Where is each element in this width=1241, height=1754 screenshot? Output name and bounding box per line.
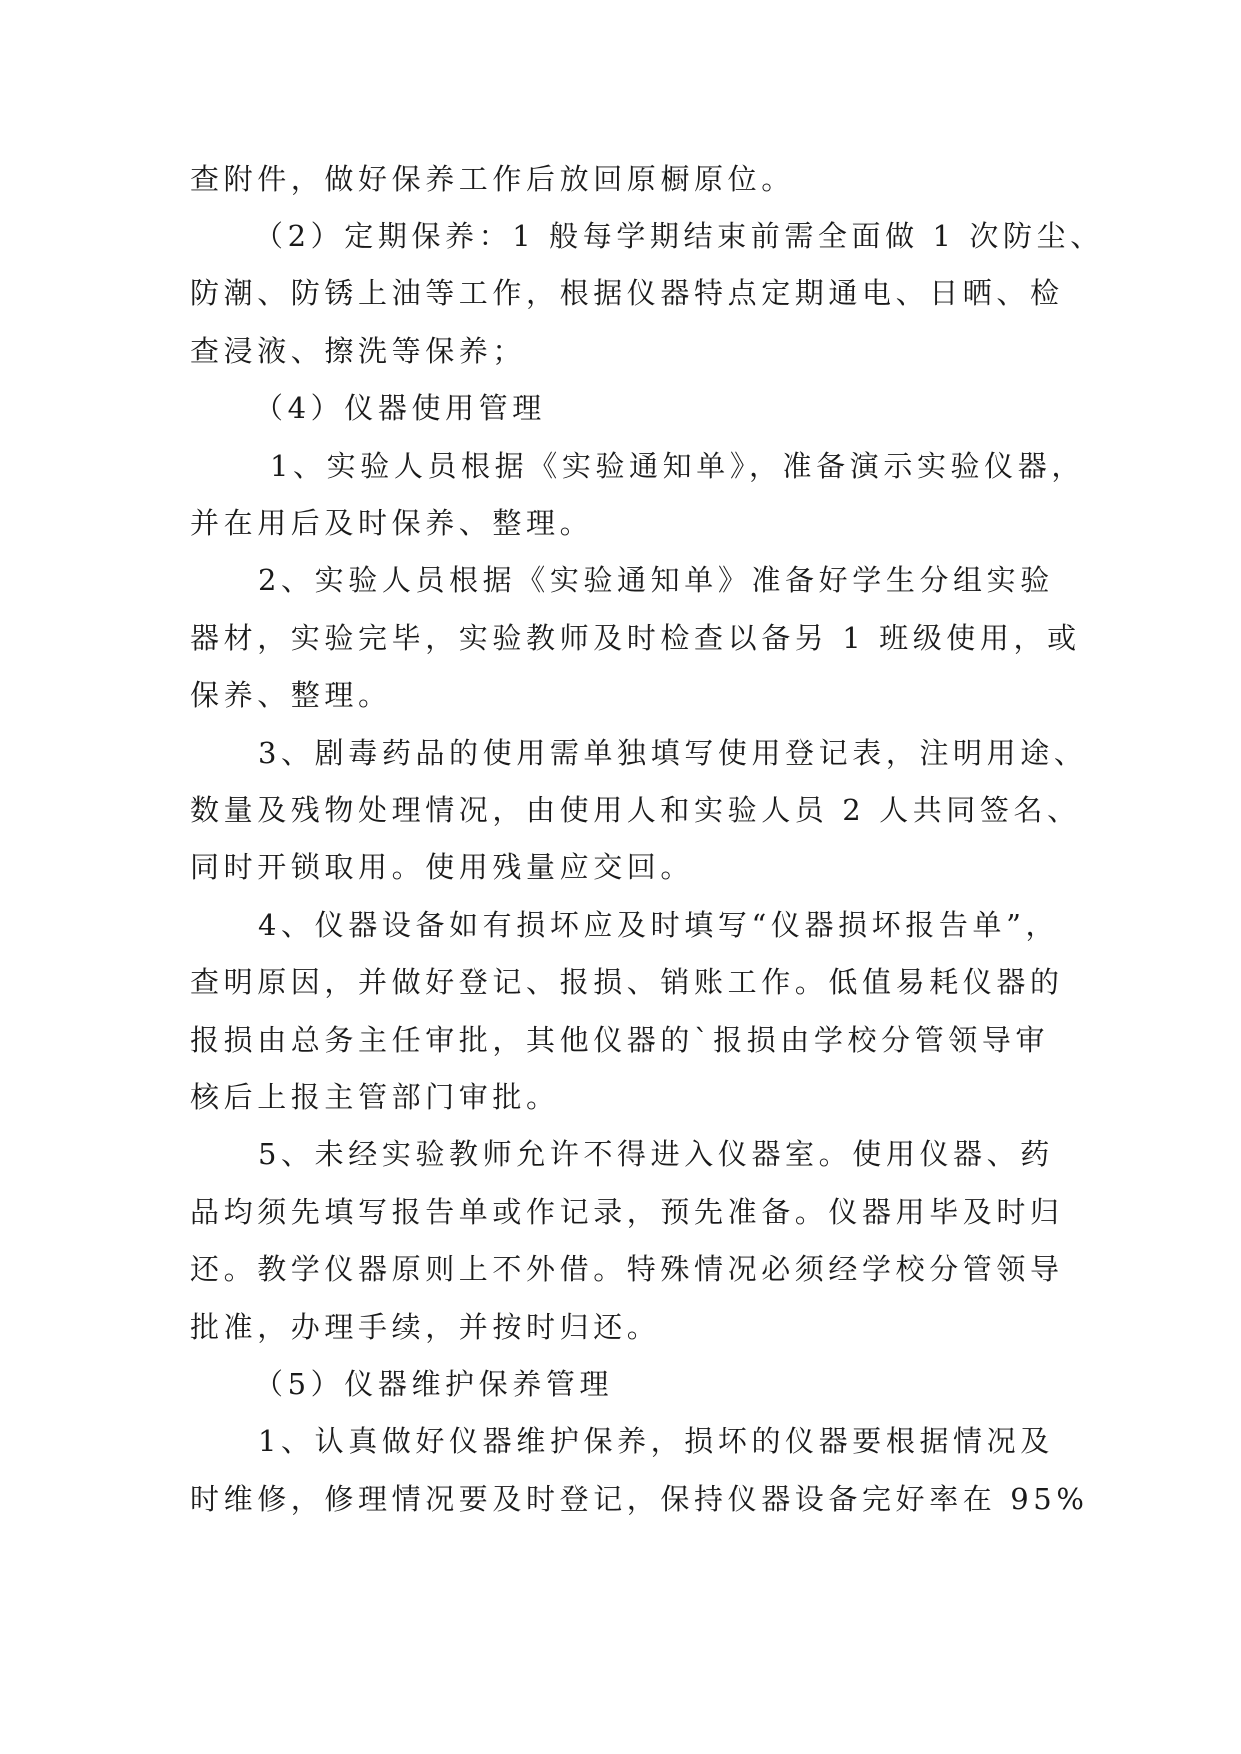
text-line: 5、未经实验教师允许不得进入仪器室。使用仪器、药 [258,1137,1054,1171]
text-line: 品均须先填写报告单或作记录，预先准备。仪器用毕及时归 [190,1195,1064,1229]
text-line: 2、实验人员根据《实验通知单》准备好学生分组实验 [258,563,1054,597]
text-line: 器材，实验完毕，实验教师及时检查以备另 1 班级使用，或 [190,621,1081,655]
section-heading: （5）仪器维护保养管理 [254,1367,614,1401]
text-line: 查明原因，并做好登记、报损、销账工作。低值易耗仪器的 [190,965,1064,999]
text-line: 批准，办理手续，并按时归还。 [190,1310,661,1344]
text-line: 保养、整理。 [190,678,392,712]
text-line: （2）定期保养：1 般每学期结束前需全面做 1 次防尘、 [254,219,1104,253]
text-line: 查浸液、擦洗等保养； [190,334,527,368]
text-line: 并在用后及时保养、整理。 [190,506,594,540]
text-line: 还。教学仪器原则上不外借。特殊情况必须经学校分管领导 [190,1252,1064,1286]
text-line: 1、认真做好仪器维护保养，损坏的仪器要根据情况及 [258,1424,1054,1458]
text-line: 报损由总务主任审批，其他仪器的`报损由学校分管领导审 [190,1023,1050,1057]
text-line: 1、实验人员根据《实验通知单》，准备演示实验仪器， [270,449,1085,483]
text-line: 核后上报主管部门审批。 [190,1080,560,1114]
text-line: 防潮、防锈上油等工作，根据仪器特点定期通电、日晒、检 [190,276,1064,310]
text-line: 时维修，修理情况要及时登记，保持仪器设备完好率在 95% [190,1482,1089,1516]
text-line: 查附件，做好保养工作后放回原橱原位。 [190,162,795,196]
section-heading: （4）仪器使用管理 [254,391,546,425]
text-line: 4、仪器设备如有损坏应及时填写“仪器损坏报告单”， [258,908,1060,942]
text-line: 3、剧毒药品的使用需单独填写使用登记表，注明用途、 [258,736,1088,770]
text-line: 同时开锁取用。使用残量应交回。 [190,850,695,884]
text-line: 数量及残物处理情况，由使用人和实验人员 2 人共同签名、 [190,793,1081,827]
